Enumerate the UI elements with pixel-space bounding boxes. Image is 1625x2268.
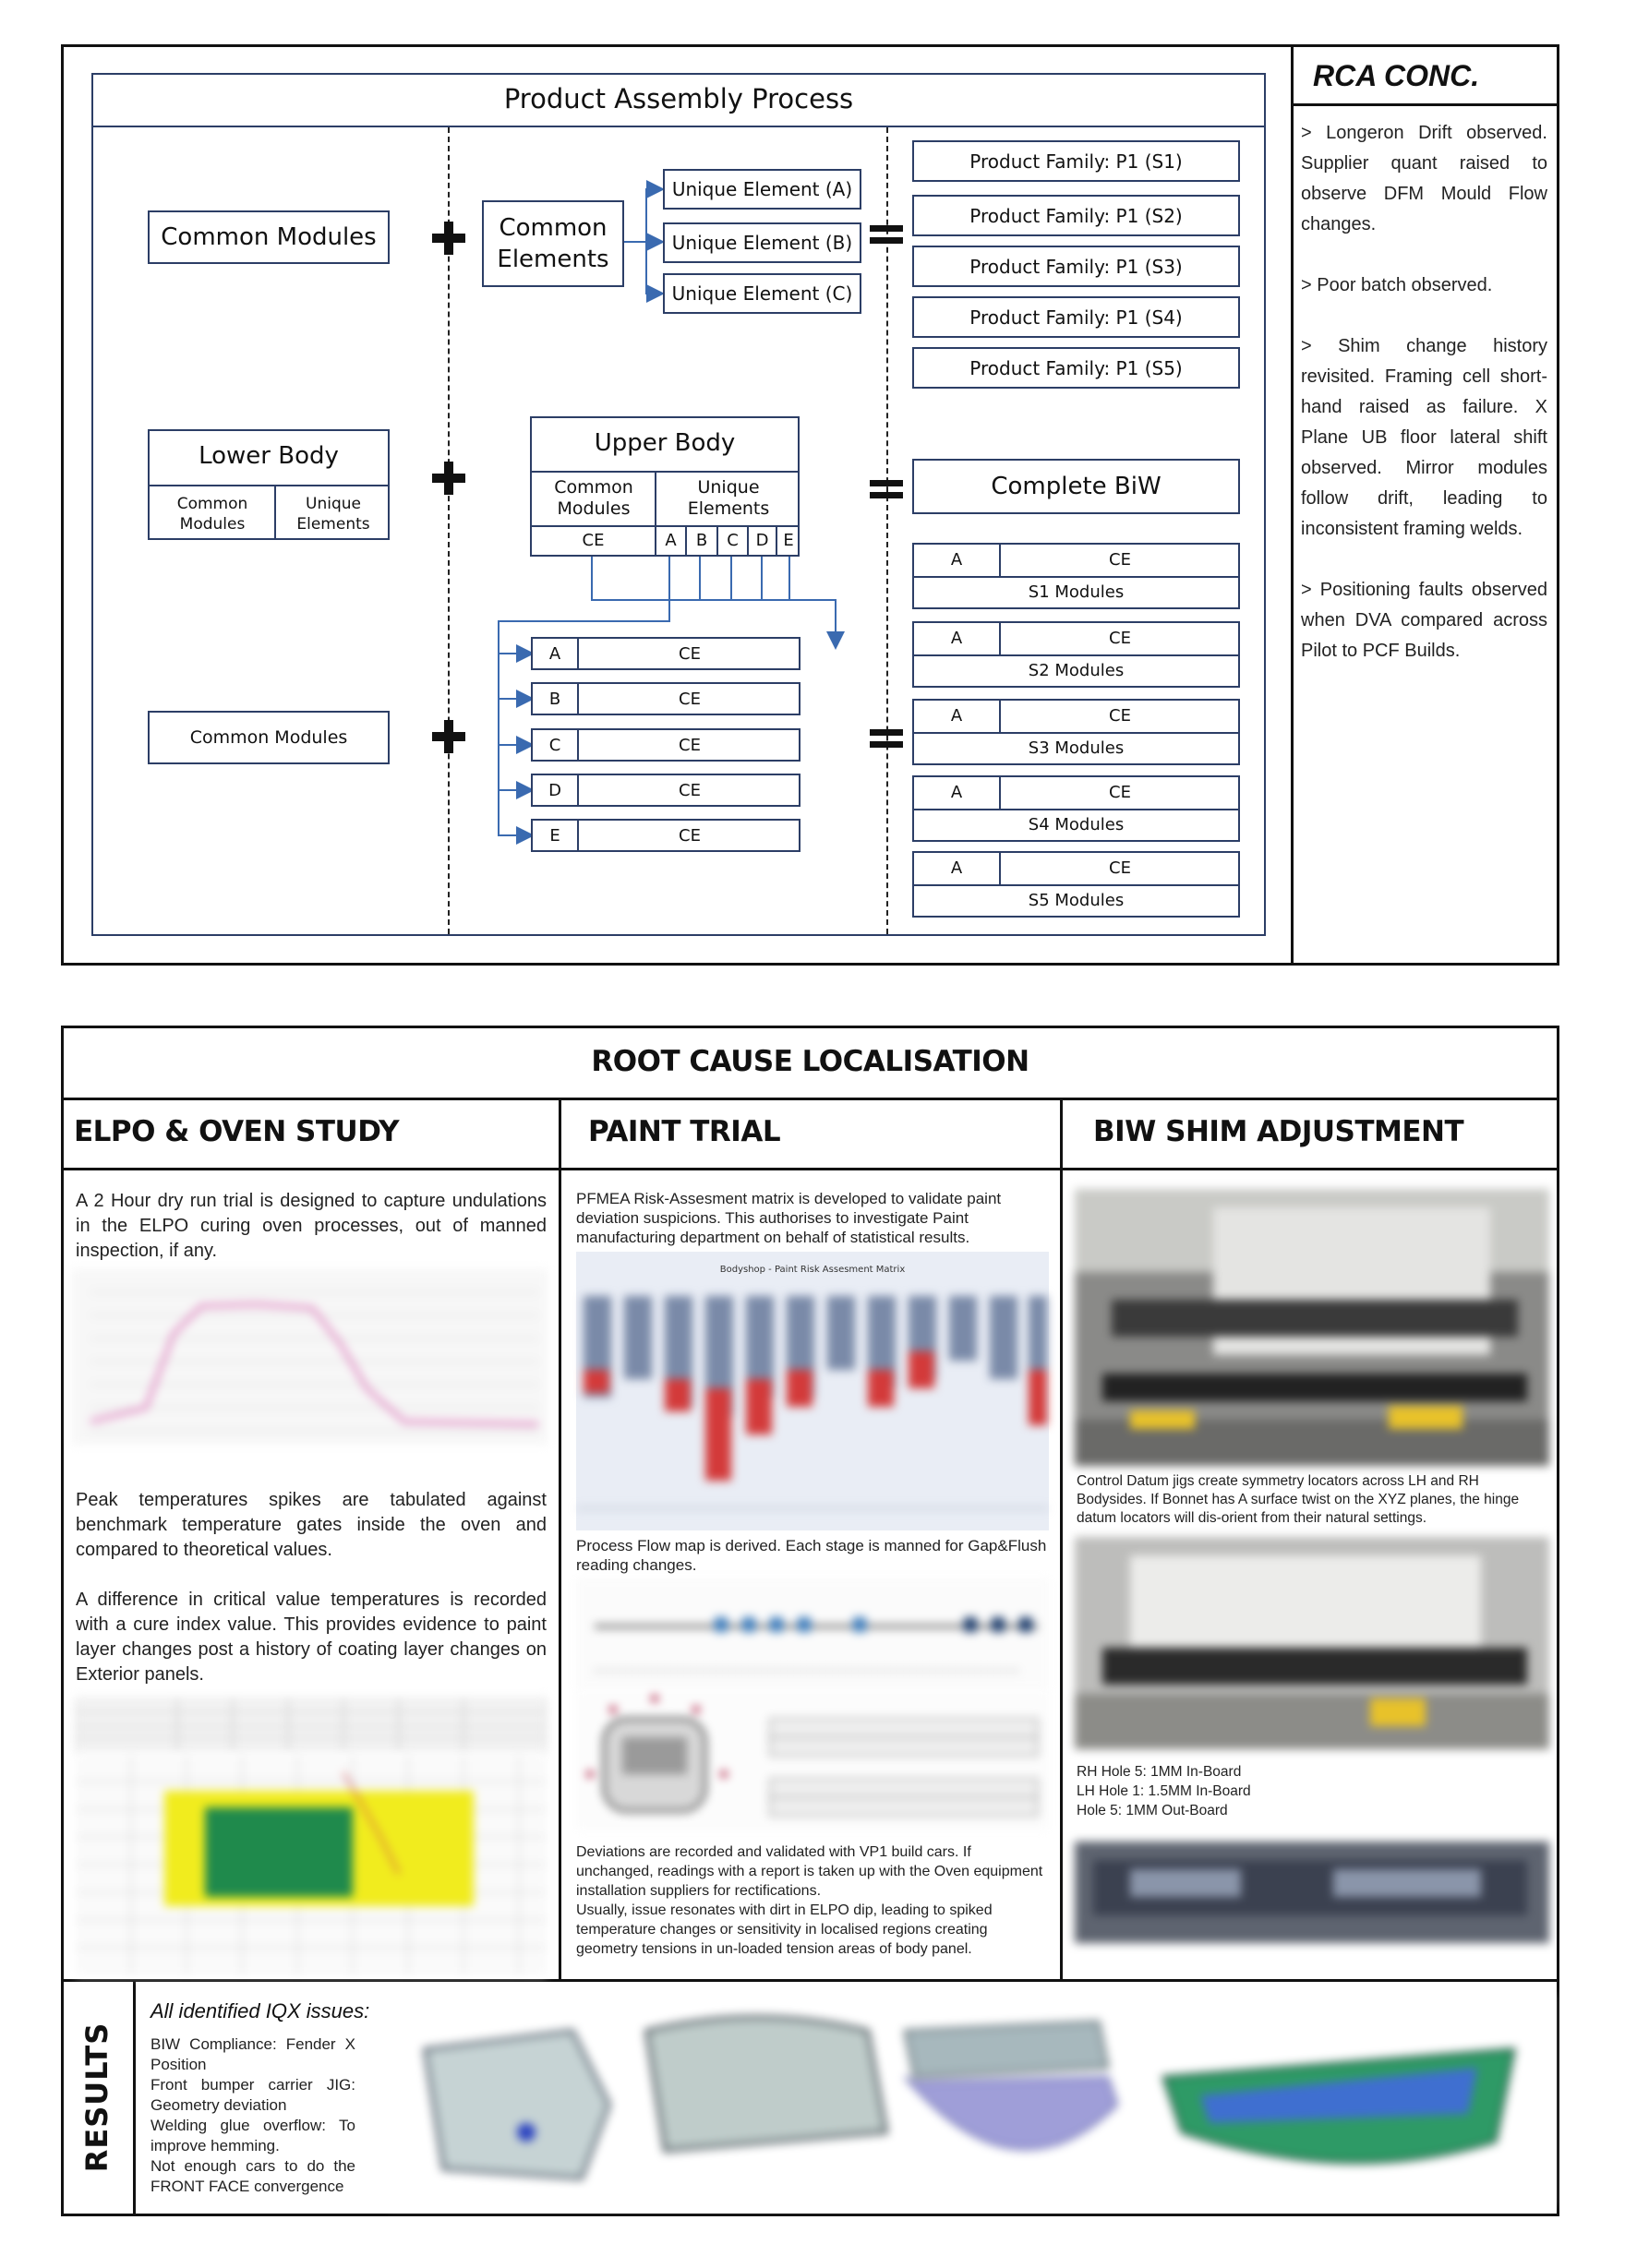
product-family-box xyxy=(912,140,1240,182)
module-box xyxy=(912,699,1240,765)
upper-letter: A xyxy=(665,531,677,550)
element-row-ce: CE xyxy=(679,690,701,709)
element-row-letter: B xyxy=(548,690,561,709)
plus-icon xyxy=(432,720,465,753)
module-letter: A xyxy=(950,858,963,878)
module-divider xyxy=(914,884,1238,886)
module-label: S1 Modules xyxy=(1028,582,1125,602)
rca-text xyxy=(1301,118,1547,666)
module-letter: A xyxy=(950,783,963,802)
unique-element-label: Unique Element (A) xyxy=(671,178,853,200)
element-row-ce: CE xyxy=(679,736,701,755)
product-family-box xyxy=(912,296,1240,338)
common-modules-label: Common Modules xyxy=(161,223,377,251)
module-divider xyxy=(914,654,1238,656)
column-divider xyxy=(559,1098,561,1979)
upper-body-divider xyxy=(532,471,798,473)
elpo-paragraph: A 2 Hour dry run trial is designed to capture undulations in the ELPO curing oven processes, out of manned inspection, if any. xyxy=(76,1191,547,1261)
complete-biw-label: Complete BiW xyxy=(991,473,1162,500)
upper-letter: C xyxy=(727,531,739,550)
critical-values-table xyxy=(76,1698,547,1752)
module-box xyxy=(912,543,1240,609)
product-family-box xyxy=(912,195,1240,236)
element-row-letter: C xyxy=(548,736,561,755)
upper-body-divider xyxy=(532,525,798,527)
plus-icon xyxy=(432,462,465,495)
product-family-label: Product Family: P1 (S4) xyxy=(969,306,1183,329)
upper-body-box xyxy=(530,416,800,557)
element-row-ce: CE xyxy=(679,781,701,800)
complete-biw-box xyxy=(912,459,1240,514)
hole-line: Hole 5: 1MM Out-Board xyxy=(1077,1803,1228,1818)
results-label: RESULTS xyxy=(79,2022,114,2173)
module-label: S3 Modules xyxy=(1028,738,1125,758)
lower-body-label: Lower Body xyxy=(199,442,339,470)
module-box xyxy=(912,775,1240,842)
equals-icon xyxy=(870,729,903,748)
lower-body-split xyxy=(274,485,276,540)
paint-paragraph: Process Flow map is derived. Each stage is manned for Gap&Flush reading changes. xyxy=(576,1537,1047,1574)
unique-element-box xyxy=(663,222,861,263)
risk-matrix-title: Bodyshop - Paint Risk Assesment Matrix xyxy=(719,1265,906,1275)
element-row-letter: E xyxy=(549,826,560,846)
element-row-ce: CE xyxy=(679,826,701,846)
equals-icon xyxy=(870,480,903,498)
rca-paragraph: > Longeron Drift observed. Supplier quant raised to observe DFM Mould Flow changes. xyxy=(1301,123,1547,234)
module-ce: CE xyxy=(1109,550,1131,570)
rca-paragraph: > Positioning faults observed when DVA compared across Pilot to PCF Builds. xyxy=(1301,580,1547,661)
results-item: Welding glue overflow: To improve hemming. xyxy=(150,2117,355,2154)
element-row-ce: CE xyxy=(679,644,701,664)
rca-paragraph: > Shim change history revisited. Framing cell short-hand raised as failure. X Plane UB floor lateral shift observed. Mirror modules follow drift, leading to inconsistent framing welds. xyxy=(1301,336,1547,539)
equals-icon xyxy=(870,225,903,244)
element-row-letter: A xyxy=(548,644,561,664)
lower-body-box xyxy=(148,429,390,540)
column-divider xyxy=(1060,1098,1063,1979)
element-row xyxy=(531,774,800,807)
module-letter: A xyxy=(950,550,963,570)
results-divider xyxy=(61,1979,1559,1982)
rca-title-divider xyxy=(1291,103,1559,106)
upper-ce-label: CE xyxy=(582,531,605,550)
risk-matrix-cells xyxy=(576,1278,1049,1530)
module-ce: CE xyxy=(1109,629,1131,648)
element-row-letter: D xyxy=(548,781,561,800)
unique-element-box xyxy=(663,169,861,210)
common-modules-label: Common Modules xyxy=(189,727,348,748)
shim-jig-photo xyxy=(1075,1189,1549,1466)
upper-letter: B xyxy=(695,531,708,550)
results-list xyxy=(150,2034,355,2197)
localisation-title: ROOT CAUSE LOCALISATION xyxy=(591,1045,1029,1078)
upper-body-label: Upper Body xyxy=(594,429,736,457)
lower-body-divider xyxy=(150,485,388,486)
results-cad-renderings xyxy=(388,1994,1551,2206)
element-row xyxy=(531,728,800,762)
results-heading: All identified IQX issues: xyxy=(150,1999,370,2022)
module-ce: CE xyxy=(1109,858,1131,878)
paint-paragraph: Deviations are recorded and validated with VP1 build cars. If unchanged, readings with a report is taken up with the Oven equipment installation suppliers for rectifications. xyxy=(576,1844,1043,1899)
elpo-paragraph: A difference in critical value temperatures is recorded with a cure index value. This provides evidence to paint layer changes post a history of coating layer changes on Exterior panels. xyxy=(76,1590,547,1685)
paint-paragraph: PFMEA Risk-Assesment matrix is developed to validate paint deviation suspicions. This authorises to investigate Paint manufacturing department on behalf of statistical results. xyxy=(576,1190,1002,1246)
module-box xyxy=(912,621,1240,688)
hole-line: RH Hole 5: 1MM In-Board xyxy=(1077,1764,1242,1780)
product-family-label: Product Family: P1 (S1) xyxy=(969,150,1183,173)
lower-common-label: Common Modules xyxy=(176,495,248,534)
module-label: S5 Modules xyxy=(1028,891,1125,910)
diagram-title: Product Assembly Process xyxy=(503,83,854,114)
oven-temperature-graph xyxy=(72,1269,548,1445)
upper-letter: E xyxy=(783,531,794,550)
common-modules-box xyxy=(148,711,390,764)
shim-measurement-photo xyxy=(1075,1842,1549,1943)
results-label-divider xyxy=(133,1979,136,2216)
results-item: Front bumper carrier JIG: Geometry deviation xyxy=(150,2076,355,2114)
element-row xyxy=(531,682,800,715)
upper-common-label: Common Modules xyxy=(554,477,633,519)
shim-title: BIW SHIM ADJUSTMENT xyxy=(1093,1115,1464,1148)
unique-element-box xyxy=(663,273,861,314)
module-label: S4 Modules xyxy=(1028,815,1125,834)
results-item: BIW Compliance: Fender X Position xyxy=(150,2035,355,2073)
rca-paragraph: > Poor batch observed. xyxy=(1301,275,1493,295)
vehicle-measurement-diagram xyxy=(576,1691,1049,1830)
product-family-label: Product Family: P1 (S5) xyxy=(969,356,1183,379)
element-row xyxy=(531,819,800,852)
common-elements-label: Common Elements xyxy=(497,214,609,273)
title-divider xyxy=(61,1098,1559,1100)
module-divider xyxy=(914,732,1238,734)
product-family-label: Product Family: P1 (S3) xyxy=(969,255,1183,278)
product-family-box xyxy=(912,347,1240,389)
element-row xyxy=(531,637,800,670)
bonnet-photo xyxy=(1075,1537,1549,1749)
process-flow-map xyxy=(576,1578,1049,1689)
module-ce: CE xyxy=(1109,783,1131,802)
module-divider xyxy=(914,576,1238,578)
elpo-title: ELPO & OVEN STUDY xyxy=(74,1115,400,1148)
plus-icon xyxy=(432,222,465,255)
common-modules-box xyxy=(148,210,390,264)
paint-title: PAINT TRIAL xyxy=(588,1115,781,1148)
paint-paragraph: Usually, issue resonates with dirt in ELPO dip, leading to spiked temperature changes or sensitivity in localised regions creating geometry tensions in un-loaded tension areas of body panel. xyxy=(576,1902,993,1957)
product-family-label: Product Family: P1 (S2) xyxy=(969,204,1183,227)
module-letter: A xyxy=(950,706,963,726)
lower-unique-label: Unique Elements xyxy=(296,495,370,534)
shim-caption: Control Datum jigs create symmetry locators across LH and RH Bodysides. If Bonnet has A surface twist on the XYZ planes, the hinge datum locators will dis-orient from their natural settings. xyxy=(1077,1473,1520,1526)
module-ce: CE xyxy=(1109,706,1131,726)
hole-line: LH Hole 1: 1.5MM In-Board xyxy=(1077,1783,1251,1799)
rca-title: RCA CONC. xyxy=(1313,59,1480,92)
upper-letter: D xyxy=(755,531,769,550)
module-letter: A xyxy=(950,629,963,648)
elpo-paragraph: Peak temperatures spikes are tabulated against benchmark temperature gates inside the oven and compared to theoretical values. xyxy=(76,1490,547,1560)
product-family-box xyxy=(912,246,1240,287)
unique-element-label: Unique Element (C) xyxy=(671,282,853,305)
module-label: S2 Modules xyxy=(1028,661,1125,680)
module-box xyxy=(912,851,1240,918)
oven-gate-chart xyxy=(76,1754,547,1975)
common-elements-box xyxy=(482,200,624,287)
results-item: Not enough cars to do the FRONT FACE convergence xyxy=(150,2157,355,2195)
upper-unique-label: Unique Elements xyxy=(687,477,770,519)
header-divider xyxy=(61,1168,1559,1170)
unique-element-label: Unique Element (B) xyxy=(671,232,853,254)
module-divider xyxy=(914,809,1238,810)
